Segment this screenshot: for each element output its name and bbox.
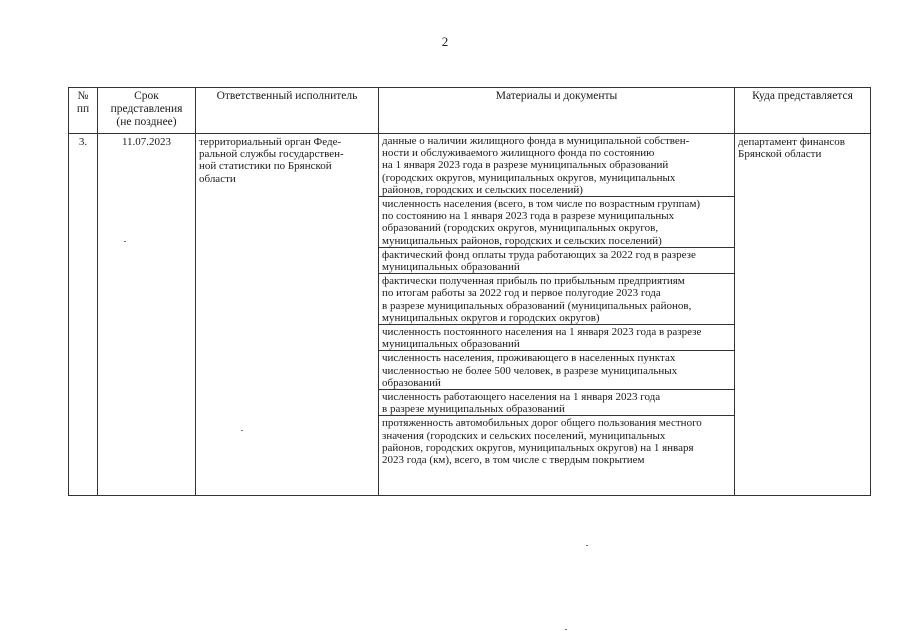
materials-item-housing: данные о наличии жилищного фонда в муниципальной собствен- ности и обслуживаемого жилищного фонда по состоянию на 1 января 2023 года в разрезе муниципальных образований (городских округов, муниципальных округов, муниципальных районов, городских и сельских поселений) [379, 134, 734, 197]
header-num: № пп [76, 90, 90, 115]
header-materials: Материалы и документы [495, 90, 618, 102]
scan-speck [586, 545, 588, 546]
materials-table [68, 87, 871, 496]
table-header-row [69, 88, 871, 134]
materials-item-working-population: численность работающего населения на 1 января 2023 года в разрезе муниципальных образований [379, 390, 734, 416]
row-executor-cell [196, 134, 379, 496]
header-recipient: Куда представляется [752, 90, 853, 102]
header-cell-deadline [98, 88, 196, 134]
page-number: 2 [441, 34, 449, 49]
row-num-cell [69, 134, 98, 496]
row-recipient-cell [735, 134, 871, 496]
header-cell-num [69, 88, 98, 134]
row-deadline-cell [98, 134, 196, 496]
header-cell-recipient [735, 88, 871, 134]
row-deadline: 11.07.2023 [121, 136, 172, 148]
row-num: 3. [78, 136, 88, 148]
header-cell-executor [196, 88, 379, 134]
materials-item-population-age: численность населения (всего, в том числе по возрастным группам) по состоянию на 1 января 2023 года в разрезе муниципальных образований (городских округов, муниципальных округов, муниципальных районов, городских и сельских поселений) [379, 197, 734, 248]
row-recipient: департамент финансов Брянской области [738, 136, 845, 161]
row-materials-cell [379, 134, 735, 496]
scan-speck [124, 241, 126, 242]
materials-item-permanent-population: численность постоянного населения на 1 января 2023 года в разрезе муниципальных образований [379, 325, 734, 351]
header-deadline: Срок представления (не позднее) [110, 90, 183, 128]
row-executor: территориальный орган Феде- ральной службы государствен- ной статистики по Брянской области [199, 136, 344, 185]
materials-item-profit: фактически полученная прибыль по прибыльным предприятиям по итогам работы за 2022 год и первое полугодие 2023 года в разрезе муниципальных образований (муниципальных районов, муниципальных округов и городских округов) [379, 274, 734, 325]
materials-item-payroll: фактический фонд оплаты труда работающих за 2022 год в разрезе муниципальных образований [379, 248, 734, 274]
materials-item-small-settlements: численность населения, проживающего в населенных пунктах численностью не более 500 человек, в разрезе муниципальных образований [379, 351, 734, 390]
materials-list [379, 134, 734, 495]
header-executor: Ответственный исполнитель [216, 90, 358, 102]
materials-item-roads: протяженность автомобильных дорог общего пользования местного значения (городских и сельских поселений, муниципальных районов, городских округов, муниципальных округов) на 1 января 2023 года (км), всего, в том числе с твердым покрытием [382, 417, 702, 467]
header-cell-materials [379, 88, 735, 134]
scan-speck [241, 430, 243, 431]
scan-speck [565, 629, 567, 630]
table-row [69, 134, 871, 496]
